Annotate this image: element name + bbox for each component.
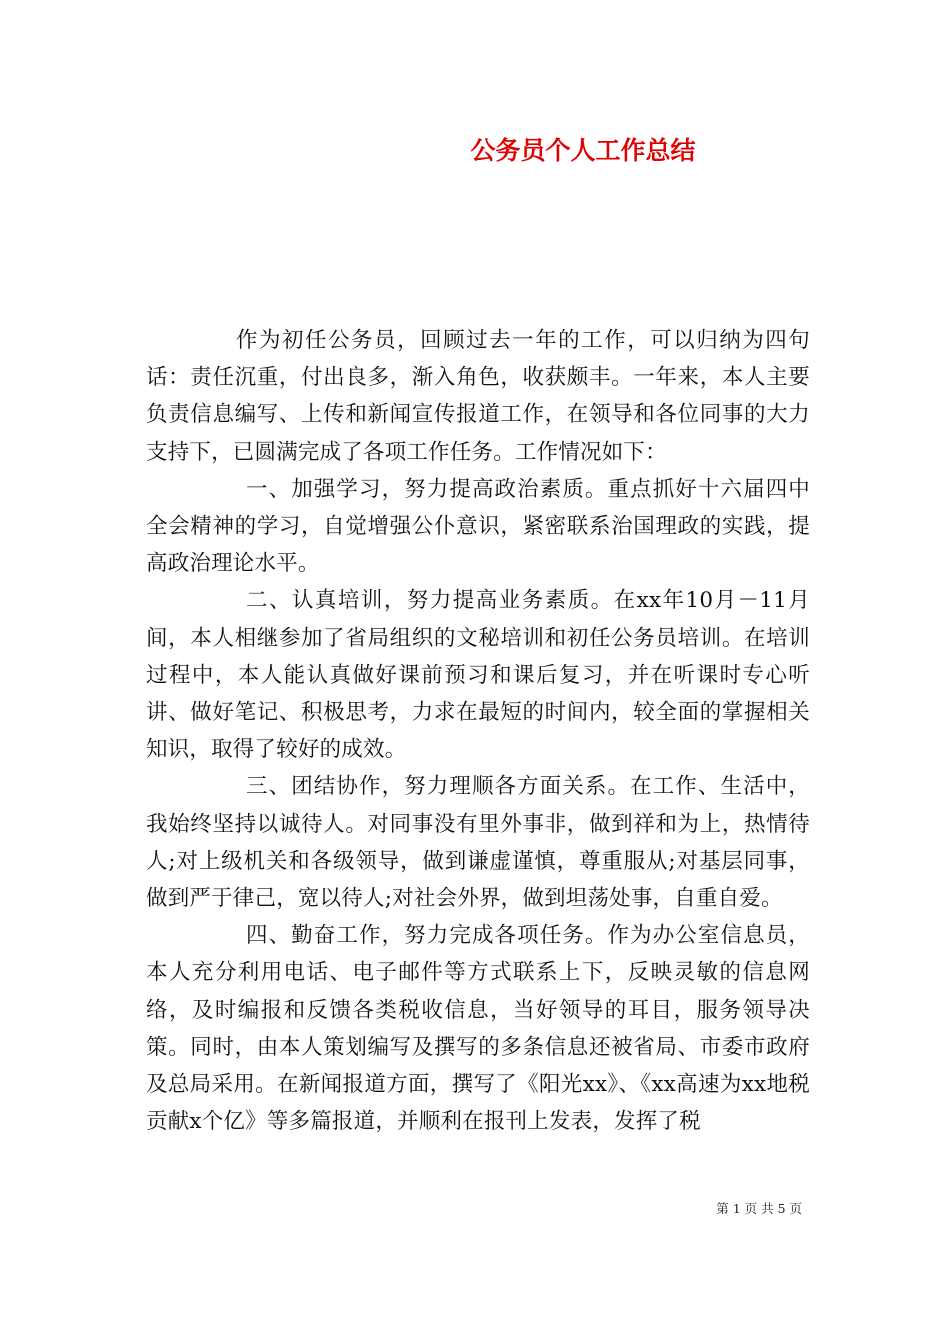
paragraph-training: 二、认真培训，努力提高业务素质。在xx年10月－11月间，本人相继参加了省局组织的文秘培训和初任公务员培训。在培训过程中，本人能认真做好课前预习和课后复习，并在听课时专心听讲、做好笔记、积极思考，力求在最短的时间内，较全面的掌握相关知识，取得了较好的成效。: [146, 588, 810, 763]
paragraph-study: 一、加强学习，努力提高政治素质。重点抓好十六届四中全会精神的学习，自觉增强公仆意识，紧密联系治国理政的实践，提高政治理论水平。: [146, 476, 810, 577]
paragraph-work: 四、勤奋工作，努力完成各项任务。作为办公室信息员，本人充分利用电话、电子邮件等方式联系上下，反映灵敏的信息网络，及时编报和反馈各类税收信息，当好领导的耳目，服务领导决策。同时，由本人策划编写及撰写的多条信息还被省局、市委市政府及总局采用。在新闻报道方面，撰写了《阳光xx》、《xx高速为xx地税贡献x个亿》等多篇报道，并顺利在报刊上发表，发挥了税: [146, 923, 810, 1135]
document-body: [146, 322, 810, 1140]
document-title: 公务员个人工作总结: [470, 136, 696, 165]
paragraph-intro: 作为初任公务员，回顾过去一年的工作，可以归纳为四句话：责任沉重，付出良多，渐入角色，收获颇丰。一年来，本人主要负责信息编写、上传和新闻宣传报道工作，在领导和各位同事的大力支持下，已圆满完成了各项工作任务。工作情况如下：: [146, 328, 810, 465]
paragraph-cooperation: 三、团结协作，努力理顺各方面关系。在工作、生活中，我始终坚持以诚待人。对同事没有里外事非，做到祥和为上，热情待人;对上级机关和各级领导，做到谦虚谨慎，尊重服从;对基层同事，做到严于律己，宽以待人;对社会外界，做到坦荡处事，自重自爱。: [146, 774, 810, 912]
page-number: 第 1 页 共 5 页: [716, 1201, 802, 1216]
